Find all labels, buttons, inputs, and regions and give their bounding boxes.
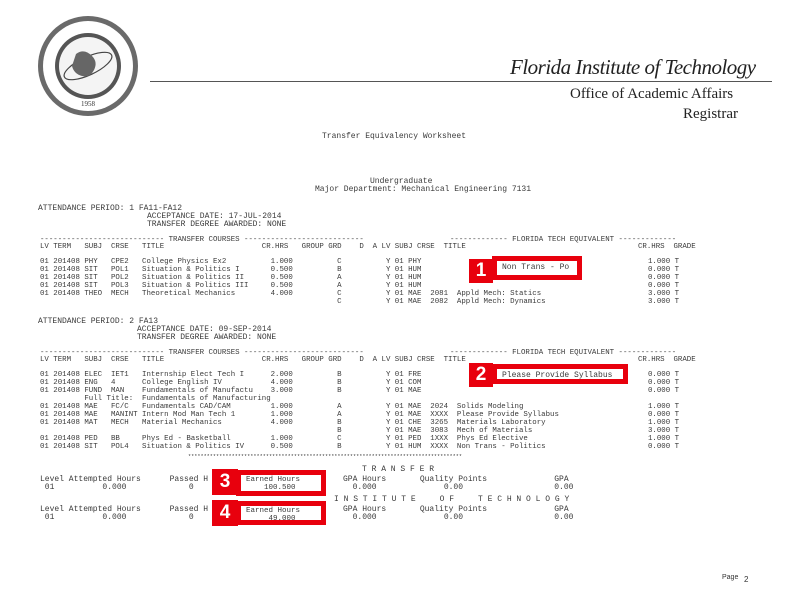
institute-heading: I N S T I T U T E O F T E C H N O L O G Y <box>334 495 570 504</box>
transfer-gpa-values: 0.000 0.00 0.00 <box>343 483 574 492</box>
period1-column-headers-right: CR.HRS GRADE <box>638 243 696 251</box>
callout-text: Earned Hours 49.000 <box>246 507 301 523</box>
table-row: 01 201408 SIT POL1 Situation & Politics I 0.500 B Y 01 HUM <box>40 266 422 274</box>
fit-totals-values: 01 0.000 0 <box>40 513 194 522</box>
table-cell-hours: 1.000 T <box>648 258 680 266</box>
table-cell-hours: 0.000 T <box>648 411 680 419</box>
callout-box-1 <box>492 256 582 280</box>
callout-box-4 <box>236 501 326 525</box>
period2-degree: TRANSFER DEGREE AWARDED: NONE <box>137 333 277 342</box>
office-name: Office of Academic Affairs <box>570 86 734 102</box>
table-cell-hours: 0.000 T <box>648 443 680 451</box>
table-cell-hours: 0.000 T <box>648 379 680 387</box>
callout-box-3 <box>236 470 326 496</box>
callout-text: Non Trans - Po <box>502 263 570 272</box>
period1-attendance: ATTENDANCE PERIOD: 1 FA11-FA12 <box>38 204 183 213</box>
table-row: 01 201408 MAT MECH Material Mechanics 4.000 B Y 01 CHE 3265 Materials Laboratory <box>40 419 546 427</box>
institution-name: Florida Institute of Technology <box>510 55 756 79</box>
table-row: 01 201408 FUND MAN Fundamentals of Manufactu 3.000 B Y 01 MAE <box>40 387 422 395</box>
table-row: 01 201408 THEO MECH Theoretical Mechanics 4.000 C Y 01 MAE 2081 Appld Mech: Statics <box>40 290 542 298</box>
table-cell-hours: 1.000 T <box>648 403 680 411</box>
period1-acceptance: ACCEPTANCE DATE: 17-JUL-2014 <box>147 212 282 221</box>
table-cell-hours: 1.000 T <box>648 419 680 427</box>
table-cell-hours: 0.000 T <box>648 266 680 274</box>
period2-dashes-left: ---------------------------- TRANSFER COURSES --------------------------- <box>40 349 364 357</box>
transfer-totals-labels: Level Attempted Hours Passed H <box>40 475 209 484</box>
callout-number-3: 3 <box>212 469 238 495</box>
period1-dashes-left: ---------------------------- TRANSFER COURSES --------------------------- <box>40 236 364 244</box>
table-cell-hours: 0.000 T <box>648 274 680 282</box>
table-row: 01 201408 MAE FC/C Fundamentals CAD/CAM 1.000 A Y 01 MAE 2024 Solids Modeling <box>40 403 524 411</box>
period2-attendance: ATTENDANCE PERIOD: 2 FA13 <box>38 317 159 326</box>
svg-text:1958: 1958 <box>81 100 95 108</box>
transfer-gpa-labels: GPA Hours Quality Points GPA <box>343 475 569 484</box>
table-row: 01 201408 SIT POL2 Situation & Politics II 0.500 A Y 01 HUM <box>40 274 422 282</box>
callout-text: Earned Hours 100.500 <box>246 476 301 492</box>
table-cell-hours: 3.000 T <box>648 427 680 435</box>
period2-column-headers: LV TERM SUBJ CRSE TITLE CR.HRS GROUP GRD D A LV SUBJ CRSE TITLE <box>40 356 466 364</box>
table-cell-hours: 3.000 T <box>648 290 680 298</box>
registrar-label: Registrar <box>683 106 738 122</box>
table-cell-hours: 3.000 T <box>648 298 680 306</box>
period1-column-headers: LV TERM SUBJ CRSE TITLE CR.HRS GROUP GRD D A LV SUBJ CRSE TITLE <box>40 243 466 251</box>
transfer-totals-values: 01 0.000 0 <box>40 483 194 492</box>
table-row: 01 201408 ELEC IET1 Internship Elect Tech I 2.000 B Y 01 FRE <box>40 371 422 379</box>
major-department: Major Department: Mechanical Engineering 7131 <box>315 185 532 194</box>
table-row: 01 201408 SIT POL3 Situation & Politics III 0.500 A Y 01 HUM <box>40 282 422 290</box>
worksheet-title: Transfer Equivalency Worksheet <box>322 132 467 141</box>
level-label: Undergraduate <box>370 177 433 186</box>
table-cell-hours: 0.000 T <box>648 282 680 290</box>
callout-text: Please Provide Syllabus <box>502 371 613 380</box>
period2-column-headers-right: CR.HRS GRADE <box>638 356 696 364</box>
table-row: C Y 01 MAE 2082 Appld Mech: Dynamics <box>40 298 546 306</box>
callout-number-1: 1 <box>469 259 493 283</box>
callout-box-2 <box>492 364 628 384</box>
table-cell-hours: 0.000 T <box>648 371 680 379</box>
period1-degree: TRANSFER DEGREE AWARDED: NONE <box>147 220 287 229</box>
table-cell-hours: 0.000 T <box>648 387 680 395</box>
table-row: 01 201408 PHY CPE2 College Physics Ex2 1.000 C Y 01 PHY <box>40 258 422 266</box>
fit-seal-logo <box>36 14 140 118</box>
star-separator: **************************************************************************************** <box>188 454 462 460</box>
fit-gpa-labels: GPA Hours Quality Points GPA <box>343 505 569 514</box>
table-row: 01 201408 MAE MANINT Intern Mod Man Tech 1 1.000 A Y 01 MAE XXXX Please Provide Syllabus <box>40 411 559 419</box>
fit-totals-labels: Level Attempted Hours Passed H <box>40 505 209 514</box>
fit-gpa-values: 0.000 0.00 0.00 <box>343 513 574 522</box>
period2-acceptance: ACCEPTANCE DATE: 09-SEP-2014 <box>137 325 272 334</box>
table-cell-hours: 1.000 T <box>648 435 680 443</box>
table-row: 01 201408 PED BB Phys Ed - Basketball 1.000 C Y 01 PED 1XXX Phys Ed Elective <box>40 435 528 443</box>
table-row: B Y 01 MAE 3083 Mech of Materials <box>40 427 533 435</box>
callout-number-2: 2 <box>469 363 493 387</box>
transfer-heading: T R A N S F E R <box>362 465 435 474</box>
callout-number-4: 4 <box>212 500 238 526</box>
table-row: Full Title: Fundamentals of Manufacturing <box>40 395 271 403</box>
table-row: 01 201408 SIT POL4 Situation & Politics IV 0.500 B Y 01 HUM XXXX Non Trans - Politics <box>40 443 546 451</box>
period1-dashes-right: ------------- FLORIDA TECH EQUIVALENT ------------- <box>450 236 677 244</box>
page-number: 2 <box>744 575 749 584</box>
header-rule <box>150 81 772 82</box>
period2-dashes-right: ------------- FLORIDA TECH EQUIVALENT ------------- <box>450 349 677 357</box>
page-label: Page <box>722 574 739 581</box>
table-row: 01 201408 ENG 4 College English IV 4.000 B Y 01 COM <box>40 379 422 387</box>
